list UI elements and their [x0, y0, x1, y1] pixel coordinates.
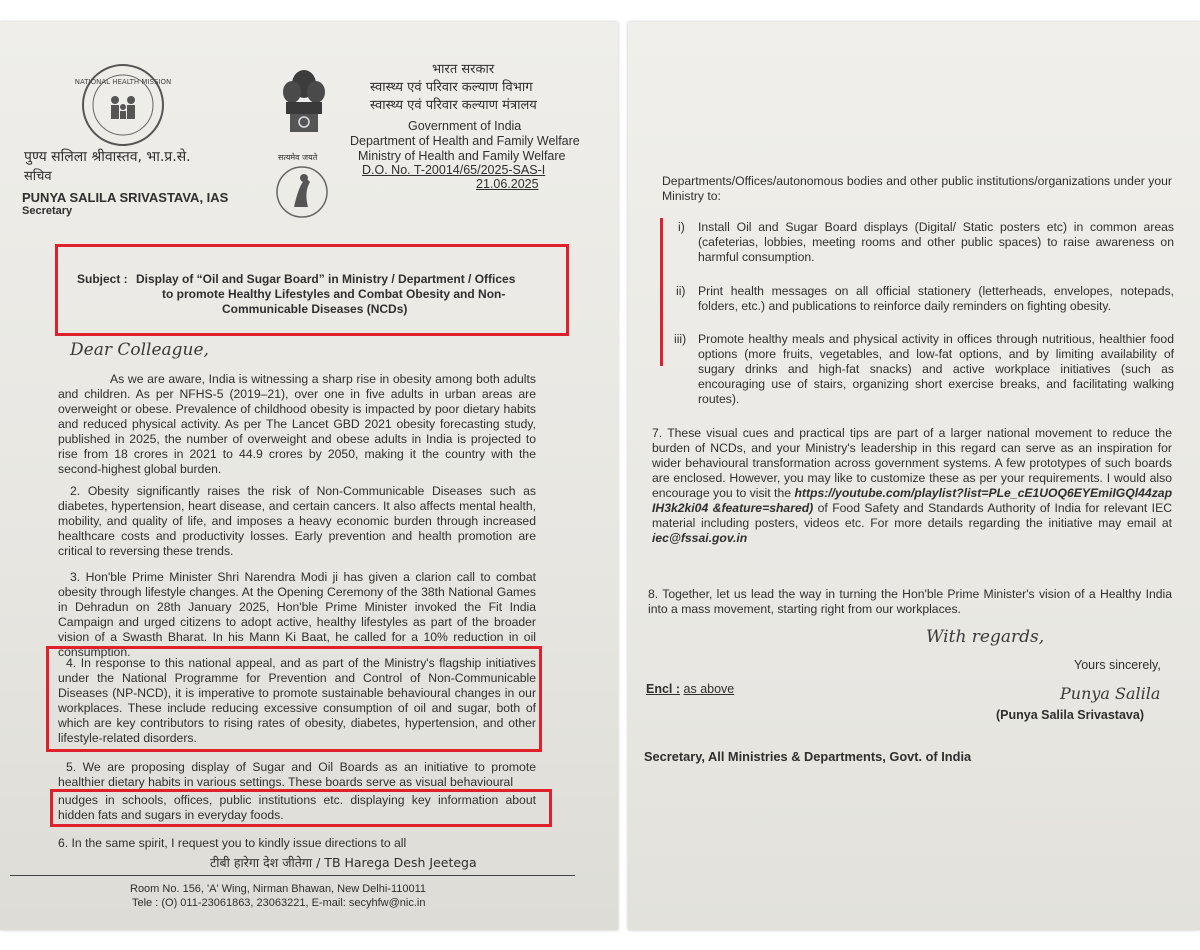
list-margin-mark [660, 218, 663, 366]
fssai-playlist-link[interactable]: https://youtube.com/playlist?list=PLe_cE1UOQ6EYEmiIGQl44zapIH3k2ki04 &feature=shared) [652, 486, 1173, 515]
ministry-line1: Government of India [408, 119, 522, 133]
subject-line-2: to promote Healthy Lifestyles and Combat Obesity and Non- [162, 287, 506, 301]
list-item-3-num: iii) [674, 332, 687, 346]
sender-name-hindi: पुण्य सलिला श्रीवास्तव, भा.प्र.से. [24, 149, 191, 165]
subject-label: Subject : [77, 272, 128, 286]
list-item-3-text: Promote healthy meals and physical activity in offices through nutritious, healthier food options (more fruits, vegetables, and low-fat options, and by limiting availability of sugary drinks and high-fat snacks) and active workplace initiatives (such as encouraging use of stairs, organizing short exercise breaks, and facilitating walking routes). [698, 332, 1174, 406]
subject-line-3: Communicable Diseases (NCDs) [222, 302, 408, 316]
footer-divider [10, 875, 575, 876]
paragraph-7 [652, 426, 1172, 546]
paragraph-1-text: As we are aware, India is witnessing a sharp rise in obesity among both adults and children. As per NFHS-5 (2019–21), over one in five adults in urban areas are overweight or obese. Prevalence of childhood obesity is impacted by poor dietary habits and reduced physical activity. As per The Lancet GBD 2021 obesity forecasting study, published in 2025, the number of overweight and obese adults in India is projected to rise from 18 crores in 2021 to 44.9 crores by 2050, making it the country with the second-highest global burden. [58, 372, 536, 476]
ministry-line3: Ministry of Health and Family Welfare [358, 149, 566, 163]
ministry-line2: Department of Health and Family Welfare [350, 134, 580, 148]
paragraph-6: 6. In the same spirit, I request you to kindly issue directions to all [58, 836, 407, 850]
ministry-hindi-line3: स्वास्थ्य एवं परिवार कल्याण मंत्रालय [370, 98, 537, 113]
signatory-name: (Punya Salila Srivastava) [996, 708, 1144, 722]
state-emblem-icon [276, 64, 332, 148]
letter-date: 21.06.2025 [476, 177, 539, 191]
list-item-1-num: i) [678, 220, 685, 234]
paragraph-1 [58, 372, 536, 477]
ministry-hindi-line2: स्वास्थ्य एवं परिवार कल्याण विभाग [370, 80, 533, 95]
enclosure [646, 682, 734, 697]
signature-handwritten: Punya Salila [1060, 684, 1161, 703]
regards-handwritten: With regards, [926, 627, 1045, 647]
list-item-2-num: ii) [676, 284, 686, 298]
paragraph-8: 8. Together, let us lead the way in turning the Hon'ble Prime Minister's vision of a Healthy India into a mass movement, starting right from our workplaces. [648, 587, 1172, 616]
emblem-caption: सत्यमेव जयते [278, 153, 318, 162]
enclosure-value: as above [683, 682, 735, 696]
footer-address: Room No. 156, 'A' Wing, Nirman Bhawan, New Delhi-110011 [130, 883, 427, 895]
list-item-1-text: Install Oil and Sugar Board displays (Digital/ Static posters etc) in common areas (cafeterias, lobbies, meeting rooms and other public spaces) to raise awareness on harmful consumption. [698, 220, 1174, 264]
subject-line-1: Display of “Oil and Sugar Board” in Ministry / Department / Offices [136, 272, 516, 286]
paragraph-5a: 5. We are proposing display of Sugar and Oil Boards as an initiative to promote healthier dietary habits in various settings. These boards serve as visual behavioural [58, 760, 536, 789]
slogan: टीबी हारेगा देश जीतेगा / TB Harega Desh Jeetega [210, 855, 477, 870]
enclosure-label: Encl : [646, 682, 681, 696]
sender-title-hindi: सचिव [24, 169, 52, 184]
paragraph-7-rest: of Food Safety and Standards Authority of India for relevant IEC material including posters, videos etc. For more details regarding the initiative may email at [652, 501, 1172, 530]
paragraph-7-text: 7. These visual cues and practical tips are part of a larger national movement to reduce the burden of NCDs, and your Ministry's leadership in this regard can serve as an inspiration for wider behavioural transformation across government systems. A few prototypes of such boards are enclosed. However, you may like to customize these as per your requirements. I would also encourage you to visit the [652, 426, 1172, 500]
national-health-mission-logo [74, 62, 172, 148]
salutation: Dear Colleague, [70, 340, 209, 360]
sender-title: Secretary [22, 205, 73, 217]
addressee: Secretary, All Ministries & Departments, Govt. of India [644, 749, 972, 764]
paragraph-4: 4. In response to this national appeal, and as part of the Ministry's flagship initiatives under the National Programme for Prevention and Control of Non-Communicable Diseases (NP-NCD), it is imperative to promote sustainable behavioural changes in our workplaces. These include reducing excessive consumption of oil and sugar, both of which are key contributors to rising rates of obesity, diabetes, hypertension, and other lifestyle-related disorders. [58, 656, 536, 745]
footer-contact: Tele : (O) 011-23061863, 23063221, E-mail: secyhfw@nic.in [132, 897, 426, 909]
sender-name: PUNYA SALILA SRIVASTAVA, IAS [22, 190, 229, 205]
paragraph-5b: nudges in schools, offices, public institutions etc. displaying key information about hidden fats and sugars in everyday foods. [58, 793, 536, 822]
do-number: D.O. No. T-20014/65/2025-SAS-I [362, 163, 546, 177]
list-item-2-text: Print health messages on all official stationery (letterheads, envelopes, notepads, folders, etc.) and publications to reinforce daily reminders on fighting obesity. [698, 284, 1174, 313]
letter-page-1 [0, 22, 618, 930]
paragraph-3: 3. Hon'ble Prime Minister Shri Narendra Modi ji has given a clarion call to combat obesity through lifestyle changes. At the Opening Ceremony of the 38th National Games in Dehradun on 28th January 2025, Hon'ble Prime Minister invoked the Fit India Campaign and urged citizens to adopt active, healthy lifestyles as part of the broader vision of a Swasth Bharat. In his Mann Ki Baat, he called for a 10% reduction in oil consumption. [58, 570, 536, 659]
closing: Yours sincerely, [1074, 658, 1161, 672]
svg-text:NATIONAL HEALTH MISSION: NATIONAL HEALTH MISSION [74, 78, 172, 86]
intro-text: Departments/Offices/autonomous bodies and other public institutions/organizations under your Ministry to: [662, 174, 1172, 203]
paragraph-2: 2. Obesity significantly raises the risk of Non-Communicable Diseases such as diabetes, hypertension, heart disease, and certain cancers. It also affects mental health, mobility, and quality of life, and imposes a heavy economic burden through increased healthcare costs and productivity losses. Early prevention and health promotion are critical to reversing these trends. [58, 484, 536, 558]
letter-page-2 [628, 22, 1200, 930]
fssai-email-link[interactable]: iec@fssai.gov.in [652, 531, 748, 545]
tb-mukt-bharat-logo [274, 162, 330, 228]
ministry-hindi-line1: भारत सरकार [432, 62, 495, 77]
